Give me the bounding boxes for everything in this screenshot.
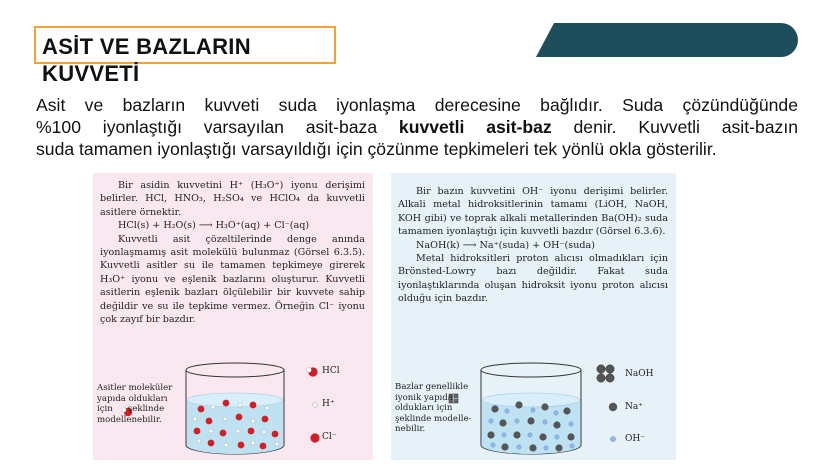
acid-caption-shape: şeklinde [127,404,165,415]
intro-paragraph [36,94,798,160]
base-caption [395,382,487,435]
base-legend-na-icon [609,403,617,411]
base-legend-oh: OH⁻ [625,434,645,444]
base-caption-line-5: nebilir. [395,424,426,435]
base-caption-line-2: iyonik yapıda [395,392,453,403]
base-beaker-rim [481,363,581,377]
base-caption-line-4: şeklinde modelle- [395,413,472,424]
base-legend-naoh: NaOH [625,369,654,379]
base-paragraph-2: Metal hidroksitleri proton alıcısı olmadıkları için Brönsted-Lowry bazı değildir. Fakat suda iyonlaştıklarında oluşan hidroksit iyonu proton alıcısı olduğu için bazdır. [398,253,668,305]
intro-keyword: kuvvetli asit-baz [398,117,552,137]
acid-caption-line-2: yapıda oldukları [97,393,168,404]
acid-legend-cl: Cl⁻ [322,432,337,442]
base-legend-naoh-icon [597,365,614,382]
acid-paragraph-2: Kuvvetli asit çözeltilerinde denge anında iyonlaşmamış asit molekülü bulunmaz (Görsel 6.3.5). Kuvvetli asitler su ile tamamen tepkimeye girerek H₃O⁺ iyonu ve eşlenik bazlarını oluşturur. Kuvvetli asitlerin eşlenik bazları ölçülebilir bir kuvvete sahip değildir ve su ile tepkime vermez. Örneğin Cl⁻ iyonu çok zayıf bir bazdır. [100,233,365,326]
base-equation: NaOH(k) ⟶ Na⁺(suda) + OH⁻(suda) [416,239,596,251]
acid-legend-hcl: HCl [322,366,340,376]
base-legend-na: Na⁺ [625,402,643,412]
base-water-surface [482,393,580,407]
acid-caption-for: için [97,404,113,415]
intro-line-2b: denir. Kuvvetli asit-bazın [551,117,798,137]
acid-caption [97,383,187,425]
page-title: ASİT VE BAZLARIN KUVVETİ [42,34,251,86]
acid-caption-line-4: modellenebilir. [97,414,162,425]
acid-legend-h-icon [313,403,318,408]
acid-legend-hcl-icon [307,367,318,376]
acid-caption-line-3 [97,404,187,415]
header-bar-decoration [536,23,798,57]
intro-line-2a: %100 iyonlaştığı varsayılan asit-baza [36,117,399,137]
base-paragraph-1: Bir bazın kuvvetini OH⁻ iyonu derişimi belirler. Alkali metal hidroksitlerinin tamamı (LiOH, NaOH, KOH gibi) ve toprak alkali metallerinden Ba(OH)₂ suda tamamen iyonlaştığı için kuvvetli bazdır (Görsel 6.3.6). [398,186,668,238]
intro-line-3: suda tamamen iyonlaştığı varsayıldığı için çözünme tepkimeleri tek yönlü okla gösterilir. [36,139,717,159]
base-caption-line-1: Bazlar genellikle [395,382,469,392]
acid-caption-line-1: Asitler moleküler [97,383,173,393]
base-legend-oh-icon [610,436,615,441]
acid-beaker-rim [186,363,284,377]
acid-legend-h: H⁺ [322,399,335,409]
intro-line-2 [36,116,798,138]
intro-line-1: Asit ve bazların kuvveti suda iyonlaşma derecesine bağlıdır. Suda çözündüğünde [36,95,798,115]
acid-legend-cl-icon [310,433,319,442]
acid-paragraph-1: Bir asidin kuvvetini H⁺ (H₃O⁺) iyonu derişimi belirler. HCl, HNO₃, H₂SO₄ ve HClO₄ da kuvvetli asitlere örnektir. [100,180,365,218]
acid-water-surface [187,393,283,407]
base-caption-line-3: oldukları için [395,403,453,414]
acid-equation: HCl(s) + H₂O(s) ⟶ H₃O⁺(aq) + Cl⁻(aq) [118,220,310,232]
